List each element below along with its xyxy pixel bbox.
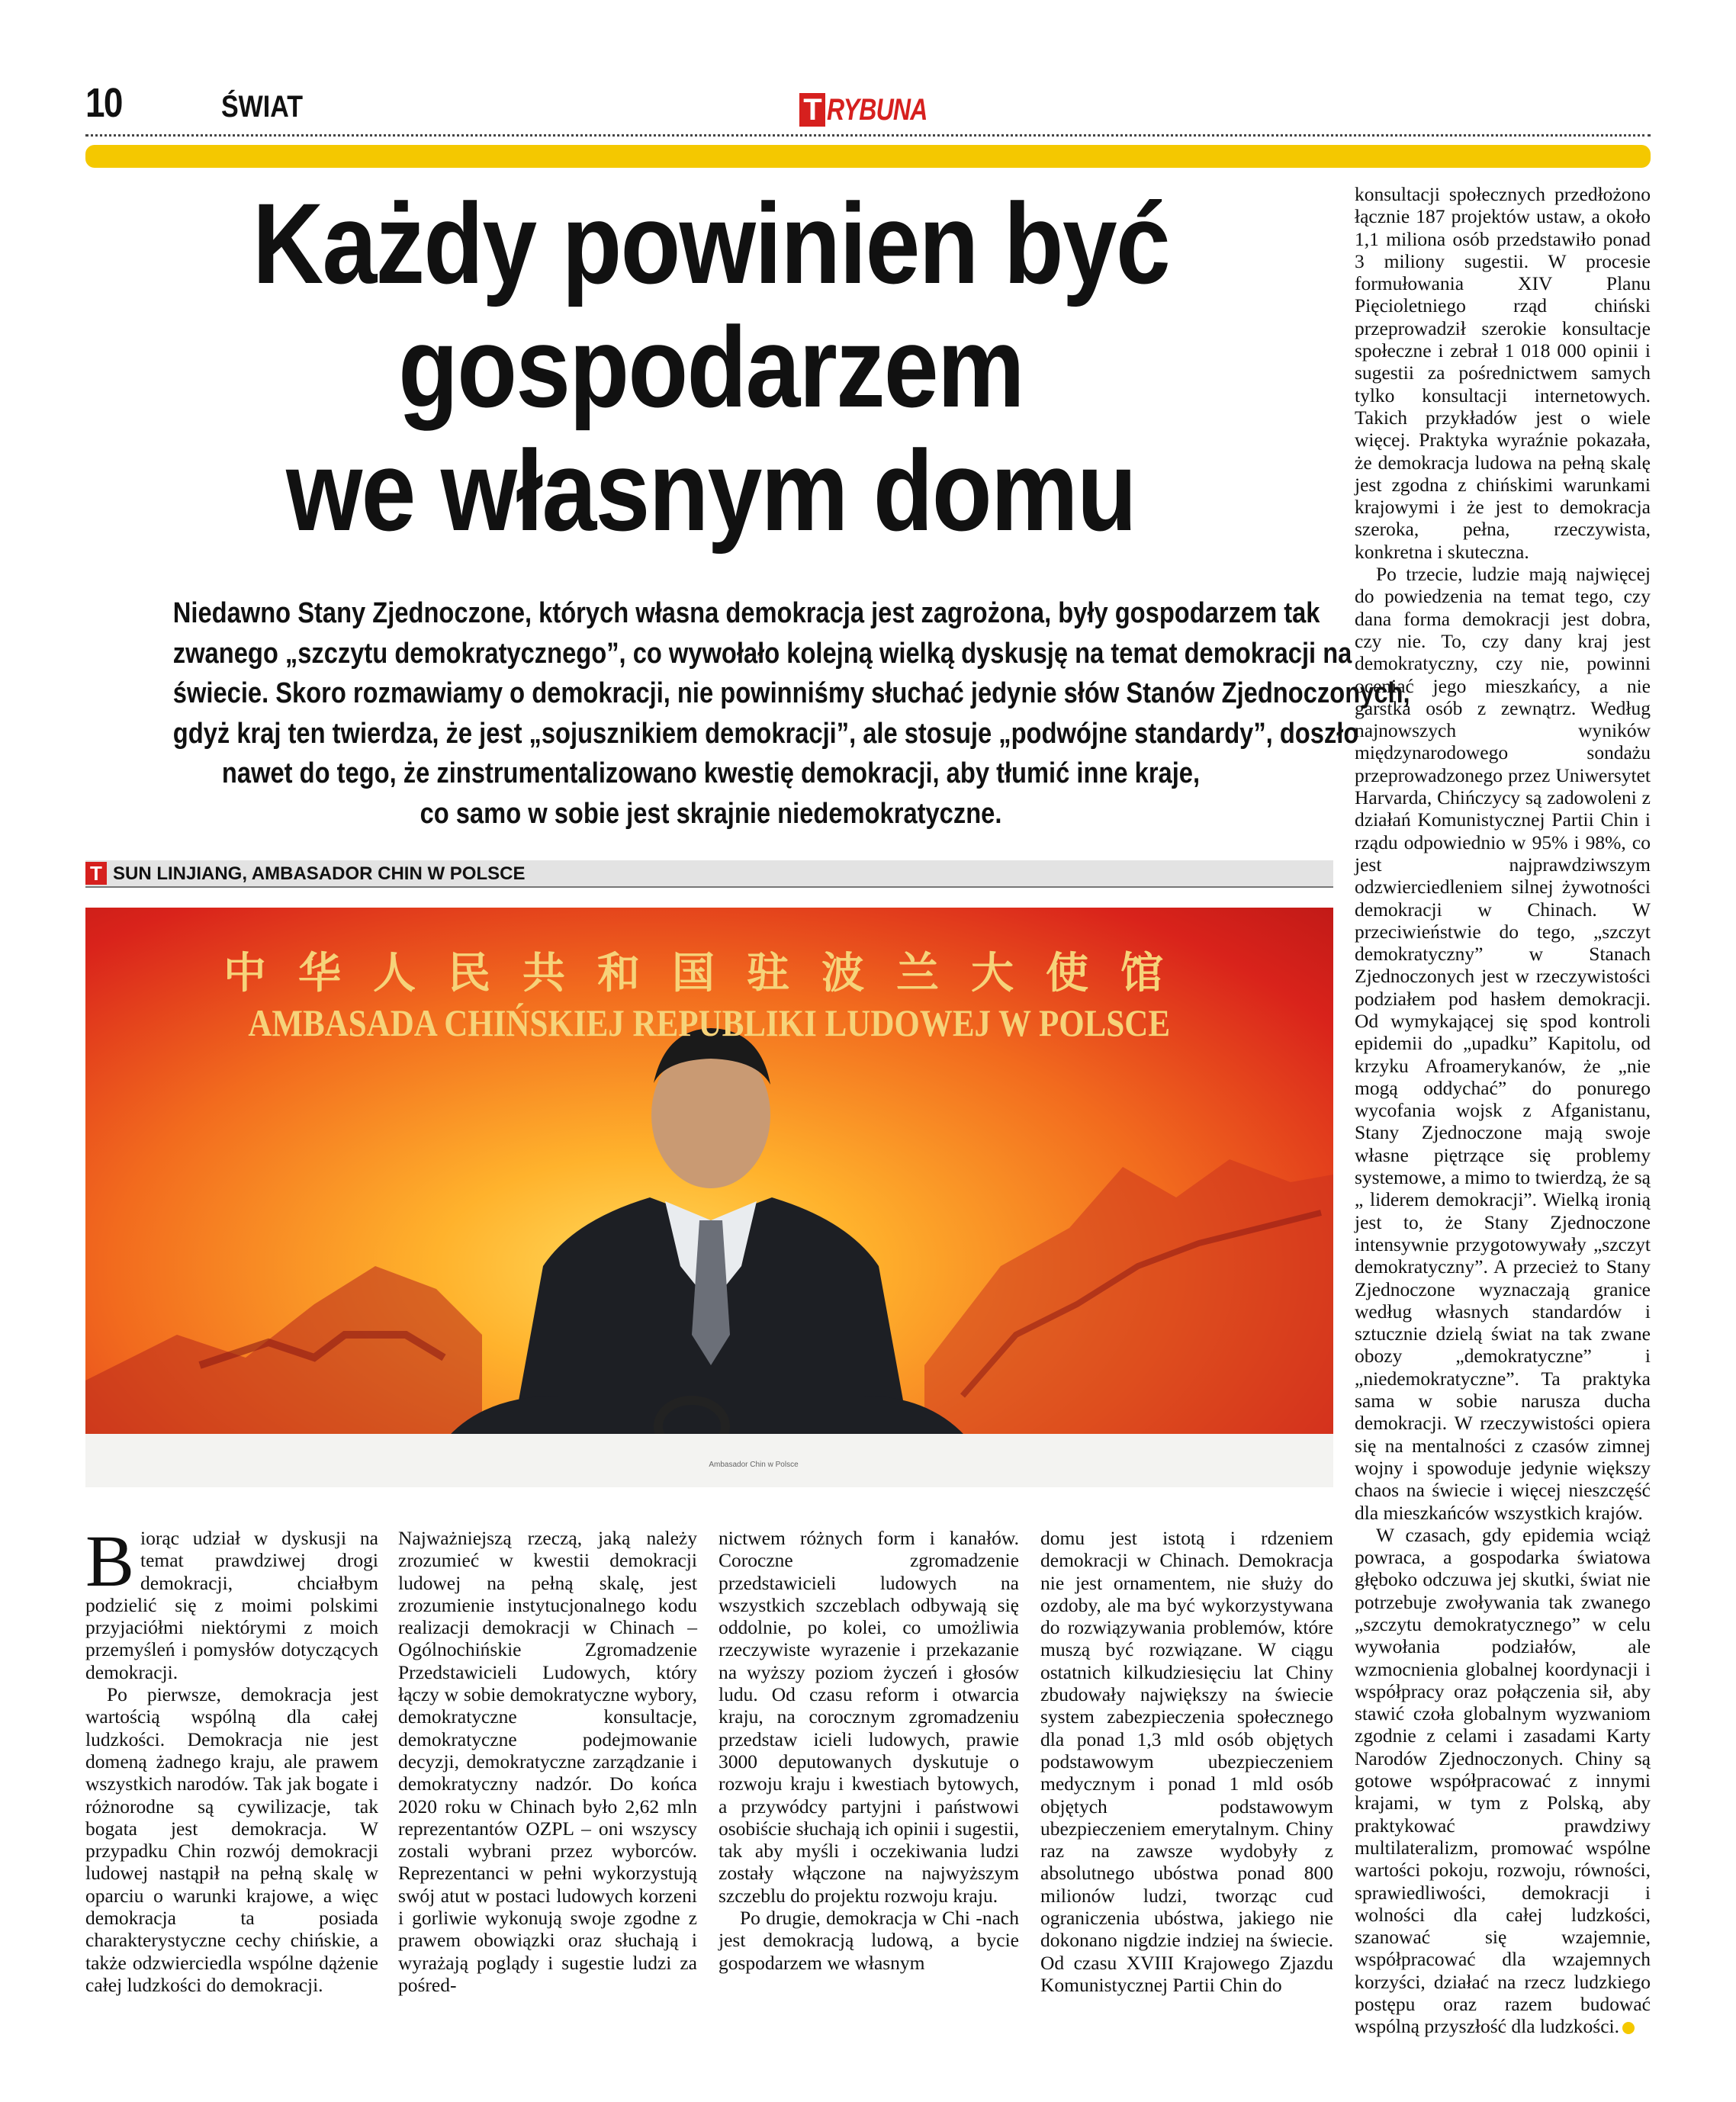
nameplate: Ambasador Chin w Polsce	[709, 1461, 799, 1469]
col2-paragraph-1: Najważniejszą rzeczą, jaką należy zrozumieć w kwestii demokracji ludowej na pełną skalę, jest zrozumienie instytucjonalnego kodu realizacji demokracji w Chinach – Ogólnochińskie Zgromadzenie Przedstawicieli Ludowych, który łączy w sobie demokratyczne wybory, demokratyczne konsultacje, demokratyczne podejmowanie decyzji, demokratyczne zarządzanie i demokratyczny nadzór. Do końca 2020 roku w Chinach było 2,62 mln reprezentantów OZPL – oni wszyscy zostali wybrani przez wyborców. Reprezentanci w pełni wykorzystują swój atut w postaci ludowych korzeni i gorliwie wykonują swoje zgodne z prawem obowiązki oraz słuchają i wyrażają poglądy i sugestie ludzi za pośred-	[398, 1527, 697, 1996]
headline	[85, 179, 1336, 554]
article-column-1	[85, 1520, 378, 1996]
byline	[85, 860, 1333, 888]
col1-paragraph-1-text: iorąc udział w dyskusji na temat prawdziwej drogi demokracji, chciałbym podzielić się z moimi polskimi przyjaciółmi niektórymi z moich przemyśleń i pomysłów dotyczących demokracji.	[85, 1527, 378, 1683]
page-number: 10	[85, 80, 122, 126]
headline-line-2: gospodarzem	[398, 303, 1024, 431]
lead-line-2: zwanego „szczytu demokratycznego”, co wywołało kolejną wielką dyskusję na temat demokracji na	[172, 637, 1352, 670]
byline-text: SUN LINJIANG, AMBASADOR CHIN W POLSCE	[113, 863, 526, 884]
col5-paragraph-2: Po trzecie, ludzie mają najwięcej do powiedzenia na temat tego, czy dana forma demokracji jest dobra, czy nie. To, czy dany kraj jest demokratyczny, czy nie, powinni oceniać jego mieszkańcy, a nie garstka osób z zewnątrz. Według najnowszych wyników międzynarodowego sondażu przeprowadzonego przez Uniwersytet Harvarda, Chińczycy są zadowoleni z działań Komunistycznej Partii Chin i rządu odpowiednio w 95% i 98%, co jest najprawdziwszym odzwierciedleniem silnej żywotności demokracji w Chinach. W przeciwieństwie do tego, „szczyt demokratyczny” w Stanach Zjednoczonych jest w rzeczywistości podziałem pod hasłem demokracji. Od wymykającej się spod kontroli epidemii do „upadku” Kapitolu, od krzyku Afroamerykanów, że „nie mogą oddychać” do ponurego wycofania wojsk z Afganistanu, Stany Zjednoczone mają swoje własne piętrzące się problemy systemowe, a mimo to twierdzą, że są „ liderem demokracji”. Wielką ironią jest to, że Stany Zjednoczone intensywnie przygotowywały „szczyt demokratyczny”. A przecież to Stany Zjednoczone wyznaczają granice według własnych standardów i sztucznie dzielą świat na tak zwane obozy „demokratyczne” i „niedemokratyczne”. Ta praktyka sama w sobie narusza ducha demokracji. W rzeczywistości opiera się na mentalności z czasów zimnej wojny i spowoduje jedynie większy chaos na świecie i więcej nieszczęść dla mieszkańców wszystkich krajów.	[1355, 563, 1651, 1524]
lead-line-1: Niedawno Stany Zjednoczone, których własna demokracja jest zagrożona, były gospodarzem tak	[172, 597, 1320, 629]
article-column-2	[398, 1527, 697, 1996]
col5-paragraph-3-text: W czasach, gdy epidemia wciąż powraca, a gospodarka światowa głęboko odczuwa jej skutki, świat nie potrzebuje zwoływania tak zwanego „szczytu demokratycznego” w celu wywołania podziałów, ale wzmocnienia globalnej koordynacji i współpracy oraz połączenia sił, aby stawić czoła globalnym wyzwaniom zgodnie z celami i zasadami Karty Narodów Zjednoczonych. Chiny są gotowe współpracować z innymi krajami, w tym z Polską, aby praktykować prawdziwy multilateralizm, promować wspólne wartości pokoju, rozwoju, równości, sprawiedliwości, demokracji i wolności dla całej ludzkości, szanować się wzajemnie, współpracować dla wzajemnych korzyści, działać na rzecz ludzkiego postępu oraz razem budować wspólną przyszłość dla ludzkości.	[1355, 1523, 1651, 2038]
section-name: ŚWIAT	[221, 90, 304, 124]
col1-paragraph-2: Po pierwsze, demokracja jest wartością wspólną dla całej ludzkości. Demokracja nie jest domeną żadnego kraju, ale prawem wszystkich narodów. Tak jak bogate i różnorodne są cywilizacje, tak bogata jest demokracja. W przypadku Chin rozwój demokracji ludowej nastąpił na pełną skalę w oparciu o warunki krajowe, a więc demokracja ta posiada charakterystyczne cechy chińskie, a także odzwierciedla wspólne dążenie całej ludzkości do demokracji.	[85, 1683, 378, 1996]
col5-paragraph-1: konsultacji społecznych przedłożono łącznie 187 projektów ustaw, a około 1,1 miliona osób przedstawiło ponad 3 miliony sugestii. W procesie formułowania XIV Planu Pięcioletniego rząd chiński przeprowadził szerokie konsultacje społeczne i zebrał 1 018 000 opinii i sugestii za pośrednictwem samych tylko konsultacji internetowych. Takich przykładów jest o wiele więcej. Praktyka wyraźnie pokazała, że demokracja ludowa na pełną skalę jest zgodna z chińskimi warunkami krajowymi i że jest to demokracja szeroka, pełna, rzeczywista, konkretna i skuteczna.	[1355, 183, 1651, 563]
lead-paragraph	[85, 593, 1410, 834]
ambassador-photo	[85, 908, 1333, 1487]
byline-t-icon: T	[85, 862, 107, 885]
header-yellow-bar	[85, 145, 1651, 168]
col4-paragraph-1: domu jest istotą i rdzeniem demokracji w Chinach. Demokracja nie jest ornamentem, nie służy do ozdoby, ale ma być wykorzystywana do rozwiązywania problemów, które muszą być rozwiązane. W ciągu ostatnich kilkudziesięciu lat Chiny zbudowały największy na świecie system zabezpieczenia społecznego dla ponad 1,3 mld osób objętych podstawowym ubezpieczeniem medycznym i ponad 1 mld osób objętych podstawowym ubezpieczeniem emerytalnym. Chiny raz na zawsze wydobyły z absolutnego ubóstwa ponad 800 milionów ludzi, tworząc cud ograniczenia ubóstwa, jakiego nie dokonano nigdzie indziej na świecie. Od czasu XVIII Krajowego Zjazdu Komunistycznej Partii Chin do	[1040, 1527, 1333, 1996]
article-column-3	[719, 1527, 1019, 1974]
article-column-5	[1355, 183, 1651, 2038]
article-column-4	[1040, 1527, 1333, 1996]
logo-t-mark: T	[799, 93, 825, 127]
headline-line-3: we własnym domu	[286, 426, 1136, 554]
logo-word: RYBUNA	[827, 92, 927, 127]
col3-paragraph-2: Po drugie, demokracja w Chi -nach jest demokracją ludową, a bycie gospodarzem we własnym	[719, 1907, 1019, 1974]
header-dotted-rule	[85, 134, 1651, 137]
headline-line-1: Każdy powinien być	[252, 179, 1169, 307]
lead-line-4: gdyż kraj ten twierdza, że jest „sojusznikiem demokracji”, ale stosuje „podwójne standardy”, doszło	[172, 717, 1359, 750]
lead-line-3: świecie. Skoro rozmawiamy o demokracji, nie powinniśmy słuchać jedynie słów Stanów Zjednoczonych,	[172, 677, 1410, 709]
photo-chinese-title: 中华人民共和国驻波兰大使馆	[223, 949, 1195, 998]
lead-line-6: co samo w sobie jest skrajnie niedemokratyczne.	[420, 797, 1002, 830]
col1-paragraph-1	[85, 1520, 378, 1683]
col3-paragraph-1: nictwem różnych form i kanałów. Coroczne zgromadzenie przedstawicieli ludowych na wszystkich szczeblach odbywają się oddolnie, po kolei, co umożliwia rzeczywiste wyrazenie i przekazanie na wyższy poziom życzeń i głosów ludu. Od czasu reform i otwarcia kraju, na corocznym zgromadzeniu przedstaw icieli ludowych, prawie 3000 deputowanych dyskutuje o rozwoju kraju i kwestiach bytowych, a przywódcy partyjni i państwowi osobiście słuchają ich opinii i sugestii, tak aby myśli i oczekiwania ludzi zostały włączone na najwyższym szczeblu do projektu rozwoju kraju.	[719, 1527, 1019, 1907]
lead-line-5: nawet do tego, że zinstrumentalizowano kwestię demokracji, aby tłumić inne kraje,	[221, 757, 1201, 789]
col5-paragraph-3	[1355, 1524, 1651, 2038]
trybuna-logo	[799, 92, 952, 128]
drop-cap: B	[85, 1520, 135, 1602]
end-mark-icon	[1622, 2022, 1635, 2034]
photo-polish-title-text: AMBASADA CHIŃSKIEJ REPUBLIKI LUDOWEJ W POLSCE	[248, 1001, 1171, 1044]
photo-polish-title	[85, 1001, 1333, 1045]
